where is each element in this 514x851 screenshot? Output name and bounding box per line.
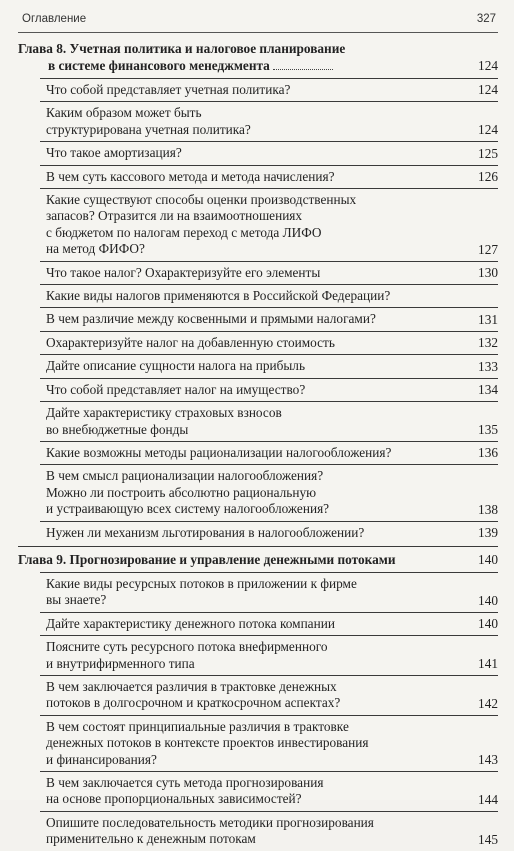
toc-entry — [40, 188, 498, 261]
page-number: 327 — [476, 13, 496, 25]
toc-entry-page: 136 — [478, 445, 498, 461]
chapter-8-page: 124 — [478, 58, 498, 73]
toc-entry-line: денежных потоков в контексте проектов инвестирования — [46, 735, 369, 751]
toc-entry-line: Дайте характеристику денежного потока компании — [46, 615, 335, 631]
toc-entry — [40, 307, 498, 330]
toc-entry-line: Какие виды налогов применяются в Российской Федерации? — [46, 288, 391, 304]
toc-entry-line: и внутрифирменного типа — [46, 655, 195, 671]
toc-entry — [40, 521, 498, 544]
toc-entry — [40, 261, 498, 284]
toc-entry — [40, 811, 498, 851]
toc-entry — [40, 572, 498, 612]
toc-entry-line: В чем состоят принципиальные различия в трактовке — [46, 718, 349, 734]
table-of-contents — [18, 36, 498, 851]
toc-entry-line: Что собой представляет учетная политика? — [46, 82, 291, 97]
toc-entry — [40, 715, 498, 771]
toc-entry-page: 126 — [478, 169, 498, 185]
toc-entry-page: 135 — [478, 421, 498, 437]
toc-entry-line: В чем заключается суть метода прогнозирования — [46, 775, 324, 790]
toc-entry-page: 134 — [478, 382, 498, 398]
toc-entry — [40, 354, 498, 377]
toc-entry — [40, 635, 498, 675]
toc-entry-line: Дайте описание сущности налога на прибыль — [46, 358, 306, 374]
toc-entry-page: 138 — [478, 501, 498, 517]
toc-entry-line: В чем смысл рационализации налогообложения? — [46, 468, 324, 484]
toc-entry-line: во внебюджетные фонды — [46, 421, 189, 437]
toc-entry-line: вы знаете? — [46, 592, 107, 608]
chapter-8-questions — [18, 78, 498, 544]
toc-entry-page: 145 — [478, 831, 498, 847]
toc-entry-line: потоков в долгосрочном и краткосрочном аспектах? — [46, 695, 341, 711]
toc-entry-page: 143 — [478, 752, 498, 767]
toc-entry-line: В чем суть кассового метода и метода начисления? — [46, 168, 335, 184]
toc-entry — [40, 771, 498, 811]
toc-entry-line: Что такое налог? Охарактеризуйте его элементы — [46, 264, 321, 280]
toc-entry-line: Какие возможны методы рационализации налогообложения? — [46, 444, 392, 460]
toc-entry-page: 127 — [478, 241, 498, 257]
toc-entry — [40, 612, 498, 635]
toc-entry-line: на основе пропорциональных зависимостей? — [46, 791, 302, 807]
toc-entry — [40, 331, 498, 354]
chapter-8-title-line1: Глава 8. Учетная политика и налоговое планирование — [18, 41, 346, 56]
running-head — [18, 10, 498, 33]
toc-entry-page: 132 — [478, 335, 498, 351]
toc-entry-page: 142 — [478, 695, 498, 711]
toc-entry-page: 125 — [478, 145, 498, 161]
toc-entry — [40, 464, 498, 520]
toc-entry-line: В чем заключается различия в трактовке денежных — [46, 678, 337, 694]
toc-entry-page: 139 — [478, 524, 498, 540]
toc-entry-page: 141 — [478, 655, 498, 671]
toc-entry-line: Каким образом может быть — [46, 105, 202, 121]
toc-entry-line: Какие существуют способы оценки производственных — [46, 192, 357, 208]
toc-entry-page: 140 — [478, 616, 498, 632]
toc-entry — [40, 101, 498, 141]
toc-entry-page: 131 — [478, 311, 498, 327]
toc-entry-line: Поясните суть ресурсного потока внефирменного — [46, 639, 328, 655]
chapter-9-title-line1: Глава 9. Прогнозирование и управление денежными потоками — [18, 551, 396, 567]
toc-entry-line: Что собой представляет налог на имущество? — [46, 381, 306, 397]
chapter-8-title — [18, 40, 498, 74]
toc-entry — [40, 141, 498, 164]
chapter-9-title — [18, 551, 498, 568]
toc-entry — [40, 284, 498, 307]
chapter-8-title-line2: в системе финансового менеджмента — [18, 57, 460, 74]
toc-entry-line: Какие виды ресурсных потоков в приложении к фирме — [46, 575, 357, 591]
toc-entry-line: Опишите последовательность методики прогнозирования — [46, 814, 374, 830]
toc-entry-line: структурирована учетная политика? — [46, 121, 251, 137]
toc-entry-page: 140 — [478, 592, 498, 608]
toc-entry-page: 124 — [478, 82, 498, 98]
toc-entry — [40, 441, 498, 464]
toc-entry — [40, 401, 498, 441]
toc-entry-page: 133 — [478, 358, 498, 374]
chapter-9-page: 140 — [478, 551, 498, 567]
toc-entry-page: 124 — [478, 122, 498, 138]
toc-entry-line: В чем различие между косвенными и прямыми налогами? — [46, 311, 376, 327]
toc-entry — [40, 378, 498, 401]
toc-entry — [40, 675, 498, 715]
chapter-8 — [18, 36, 498, 78]
toc-entry-line: Охарактеризуйте налог на добавленную стоимость — [46, 334, 335, 350]
toc-entry-line: и устраивающую всех систему налогообложения? — [46, 501, 330, 517]
toc-entry-line: запасов? Отразится ли на взаимоотношениях — [46, 208, 303, 224]
chapter-9-questions — [18, 572, 498, 851]
toc-entry-line: и финансирования? — [46, 751, 157, 767]
toc-entry-line: применительно к денежным потокам — [46, 831, 256, 847]
toc-entry-page: 130 — [478, 265, 498, 281]
toc-entry-line: Дайте характеристику страховых взносов — [46, 405, 282, 421]
toc-entry-line: Можно ли построить абсолютно рациональную — [46, 484, 317, 500]
toc-entry-line: Нужен ли механизм льготирования в налогообложении? — [46, 524, 365, 540]
section-title: Оглавление — [22, 13, 87, 25]
toc-entry — [40, 78, 498, 101]
chapter-9 — [18, 546, 498, 572]
toc-entry-page: 144 — [478, 791, 498, 807]
toc-entry-line: с бюджетом по налогам переход с метода ЛИФО — [46, 224, 322, 240]
toc-entry-line: на метод ФИФО? — [46, 241, 145, 257]
toc-entry-line: Что такое амортизация? — [46, 145, 182, 161]
toc-entry — [40, 165, 498, 188]
